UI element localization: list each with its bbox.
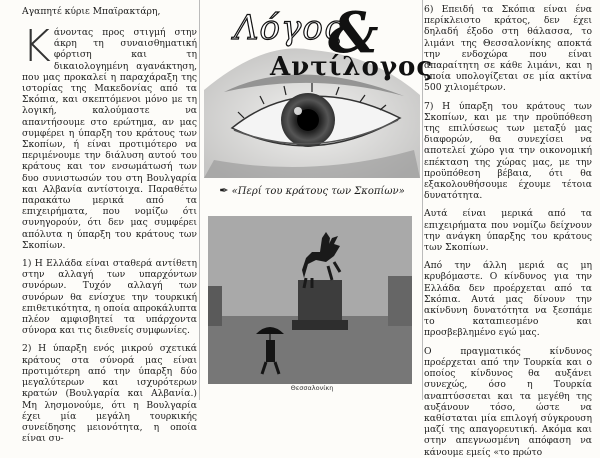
paragraph-turkey: Ο πραγματικός κίνδυνος προέρχεται από την Τουρκία και ο οποίος κίνδυνος θα αυξάνει συνεχώς, όσο η Τουρκία αναπτύσσεται και τα μεγέθη της αυξάνουν τόσο, ώστε να καθίσταται μία επιλογή σύγκρουση μαζί της απαγορευτική. Ακόμα και στην απεγνωσμένη απόφαση να κάνουμε εμείς «το πρώτο	[424, 345, 592, 458]
title-logos: Λόγος	[234, 8, 344, 48]
intro-text: άνοντας προς στιγμή στην άκρη τη συναισθηματική φόρτιση και τη δικαιολογημένη αγανάκτηση, που μας προκαλεί η παραχάραξη της ιστορίας της Μακεδονίας από τα Σκόπια, και σκεπτόμενοι μόνο με τη λογική, καλούμαστε να απαντήσουμε στο ερώτημα, αν μας συμφέρει η ύπαρξη του κράτους των Σκοπίων, ή είναι προτιμότερο να περιμένουμε την διάλυση αυτού του κράτους και τον ενσωμάτωσή των δυο συνιστωσών του στη Βουλγαρία και Αλβανία αντίστοιχα. Παραθέτω παρακάτω μερικά από τα επιχειρήματα, που νομίζω ότι συνηγορούν, ότι δεν μας συμφέρει απόλυτα η ύπαρξη του κράτους των Σκοπίων.	[22, 27, 197, 251]
paragraph-6: 6) Επειδή τα Σκόπια είναι ένα περίκλειστο κράτος, δεν έχει δηλαδή έξοδο στη θάλασσα, το λιμάνι της Θεσσαλονίκης αποκτά την ενδοχώρα που είναι απαραίτητη σε κάθε λιμάνι, και η οποία υπολογίζεται σε μία ακτίνα 500 χιλιομέτρων.	[424, 4, 592, 94]
left-column	[22, 0, 197, 445]
right-column	[424, 0, 592, 458]
paragraph-2: 2) Η ύπαρξη ενός μικρού σχετικά κράτους στα σύνορά μας είναι προτιμότερη από την ύπαρξη δύο μεγαλύτερων και ισχυρότερων κρατών (Βουλγαρία και Αλβανία.) Μη λησμονούμε, ότι η Βουλγαρία έχει μία μεγάλη τουρκικής συνείδησης μειονότητα, η οποία είναι συ-	[22, 343, 197, 445]
paragraph-conclusion: Αυτά είναι μερικά από τα επιχειρήματα που νομίζω δείχνουν την ανάγκη ύπαρξης του κράτους των Σκοπίων.	[424, 208, 592, 254]
paragraph-danger: Από την άλλη μεριά ας μη κρυβόμαστε. Ο κίνδυνος για την Ελλάδα δεν προέρχεται από τα Σκόπια. Αυτά μας δίνουν την ακίνδυνη δυνατότητα να ξεσπάμε το καταπιεσμένο και προσβεβλημένο εγώ μας.	[424, 260, 592, 339]
title-antilogos: Αντίλογος	[270, 52, 434, 82]
statue-photo	[208, 216, 412, 384]
subtitle-text: «Περί του κράτους των Σκοπίων»	[231, 186, 405, 197]
middle-column	[204, 0, 434, 400]
salutation: Αγαπητέ κύριε Μπαϊρακτάρη,	[22, 6, 161, 17]
paragraph-1: 1) Η Ελλάδα είναι σταθερά αντίθετη στην αλλαγή των υπαρχόντων συνόρων. Τυχόν αλλαγή των συνόρων θα ενίσχυε την τουρκική επιθετικότητα, η οποία απροκάλυπτα πλέον αμφισβητεί τα υπάρχοντα σύνορα και τις διεθνείς συμφωνίες.	[22, 258, 197, 337]
paragraph-7: 7) Η ύπαρξη του κράτους των Σκοπίων, και με την προϋπόθεση της επιλύσεως των μεταξύ μας διαφορών, θα συνεχίσει να αποτελεί χώρο για την οικονομική επέκταση της χώρας μας, με την προϋπόθεση βέβαια, ότι θα εξακολουθήσουμε έχουμε τέτοια δυνατότητα.	[424, 100, 592, 202]
column-rule-left	[199, 0, 200, 400]
title-ampersand: &	[328, 0, 379, 66]
logos-antilogos-header	[204, 0, 434, 178]
photo-caption: Θεσσαλονίκη	[290, 384, 334, 392]
drop-cap: Κ	[22, 21, 51, 72]
pen-icon: ✒	[219, 184, 229, 197]
intro-paragraph	[22, 21, 197, 251]
article-subtitle	[204, 184, 420, 197]
